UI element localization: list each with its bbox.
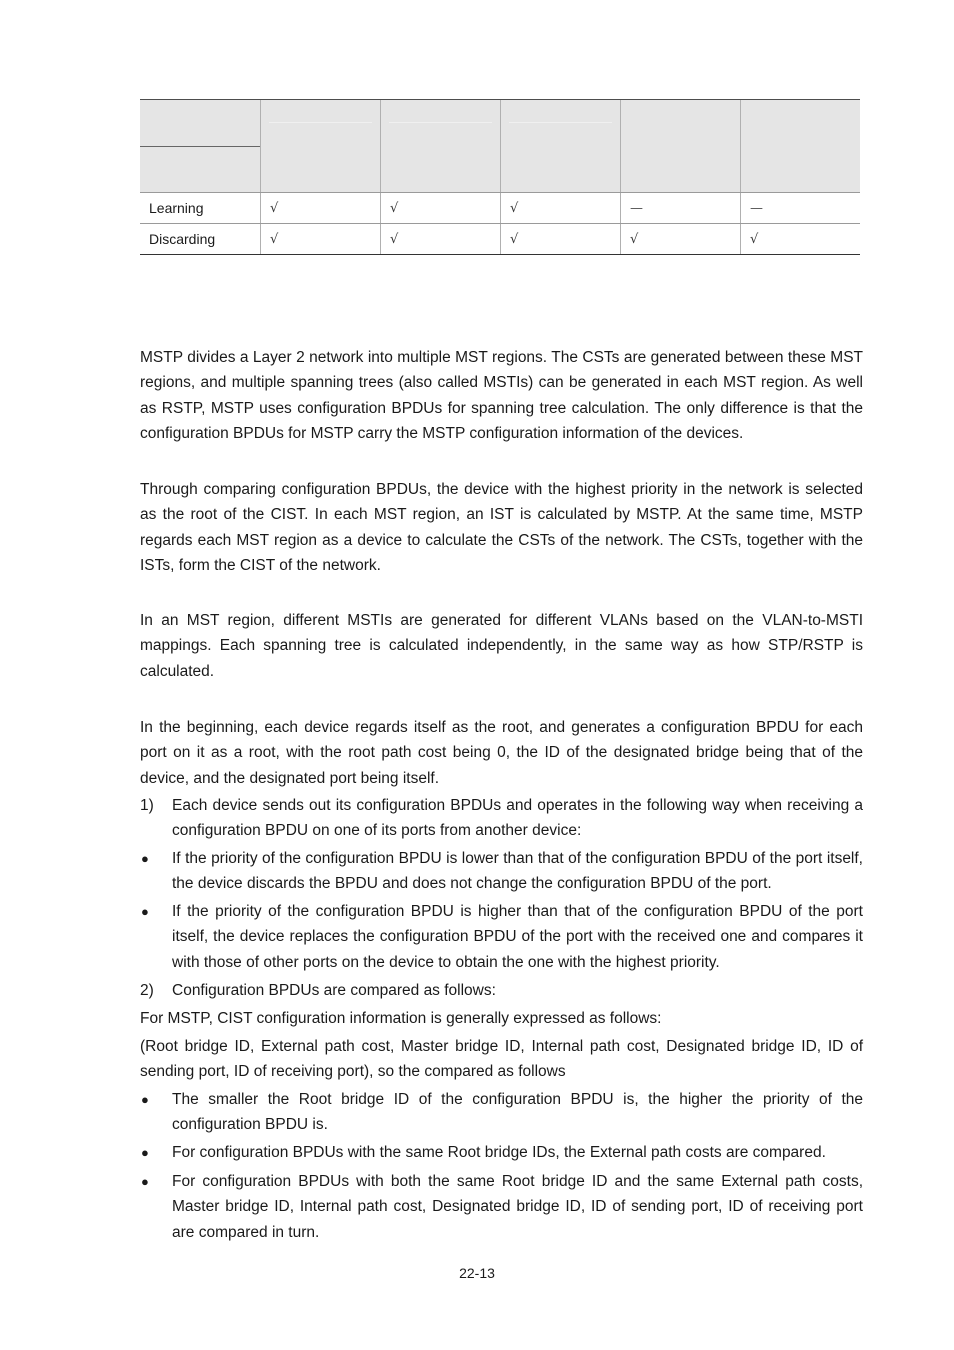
table-cell: √ [261, 193, 381, 224]
paragraph-cist-format: (Root bridge ID, External path cost, Master bridge ID, Internal path cost, Designated bridge ID, ID of sending port, ID of receiving port), so the compared as follows [140, 1038, 863, 1081]
list-item-text: For configuration BPDUs with both the same Root bridge ID and the same External path costs, Master bridge ID, Internal path cost, Designated bridge ID, ID of sending port, ID of receiving port are compared in turn. [172, 1173, 863, 1241]
table-header-cell [501, 100, 621, 193]
table-cell: √ [261, 224, 381, 255]
bullet-icon: ● [141, 1092, 149, 1107]
bullet-item [140, 1140, 863, 1165]
table-header-cell [140, 100, 261, 193]
table-header-cell [381, 100, 501, 193]
list-item-text: Configuration BPDUs are compared as follows: [172, 982, 496, 999]
table-cell: √ [381, 193, 501, 224]
paragraph-cist-format-intro: For MSTP, CIST configuration information is generally expressed as follows: [140, 1010, 662, 1027]
table-cell: — [741, 193, 860, 224]
numbered-item-1 [140, 793, 863, 844]
paragraph-mstp-overview: MSTP divides a Layer 2 network into multiple MST regions. The CSTs are generated between these MST regions, and multiple spanning trees (also called MSTIs) can be generated in each MST region. As well as RSTP, MSTP uses configuration BPDUs for spanning tree calculation. The only difference is that the configuration BPDUs for MSTP carry the MSTP configuration information of the devices. [140, 349, 863, 442]
table-header-cell [261, 100, 381, 193]
bullet-icon: ● [141, 851, 149, 866]
bullet-item [140, 899, 863, 975]
row-label-learning: Learning [140, 193, 261, 224]
paragraph-msti-calculation: In an MST region, different MSTIs are generated for different VLANs based on the VLAN-to-MSTI mappings. Each spanning tree is calculated independently, in the same way as how STP/RSTP is calculated. [140, 612, 863, 680]
bullet-item [140, 1087, 863, 1138]
list-item-text: The smaller the Root bridge ID of the configuration BPDU is, the higher the priority of the configuration BPDU is. [172, 1091, 863, 1134]
port-state-table [140, 99, 860, 255]
table-header-row [140, 100, 860, 193]
bullet-item [140, 1169, 863, 1245]
list-item-text: If the priority of the configuration BPDU is lower than that of the configuration BPDU of the port itself, the device discards the BPDU and does not change the configuration BPDU of the port. [172, 850, 863, 893]
table-cell: √ [501, 193, 621, 224]
table-cell: √ [741, 224, 860, 255]
table-cell: √ [381, 224, 501, 255]
list-number: 1) [140, 797, 154, 814]
table-header-cell [741, 100, 860, 193]
bullet-icon: ● [141, 904, 149, 919]
table-cell: √ [621, 224, 741, 255]
table-header-cell [621, 100, 741, 193]
page-number: 22-13 [459, 1265, 495, 1281]
table-cell: √ [501, 224, 621, 255]
table-row [140, 224, 860, 255]
list-item-text: If the priority of the configuration BPDU is higher than that of the configuration BPDU of the port itself, the device replaces the configuration BPDU of the port with the received one and compares it with those of other ports on the device to obtain the one with the highest priority. [172, 903, 863, 971]
list-item-text: For configuration BPDUs with the same Root bridge IDs, the External path costs are compared. [172, 1144, 826, 1161]
bullet-icon: ● [141, 1174, 149, 1189]
table-row [140, 193, 860, 224]
bullet-item [140, 846, 863, 897]
paragraph-cist-calculation: Through comparing configuration BPDUs, the device with the highest priority in the network is selected as the root of the CIST. In each MST region, an IST is calculated by MSTP. At the same time, MSTP regards each MST region as a device to calculate the CSTs of the network. The CSTs, together with the ISTs, form the CIST of the network. [140, 481, 863, 574]
table-cell: — [621, 193, 741, 224]
numbered-item-2 [140, 978, 863, 1003]
list-number: 2) [140, 982, 154, 999]
bullet-icon: ● [141, 1145, 149, 1160]
row-label-discarding: Discarding [140, 224, 261, 255]
list-item-text: Each device sends out its configuration BPDUs and operates in the following way when receiving a configuration BPDU on one of its ports from another device: [172, 797, 863, 840]
paragraph-initial-state: In the beginning, each device regards itself as the root, and generates a configuration BPDU for each port on it as a root, with the root path cost being 0, the ID of the designated bridge being that of the device, and the designated port being itself. [140, 719, 863, 787]
